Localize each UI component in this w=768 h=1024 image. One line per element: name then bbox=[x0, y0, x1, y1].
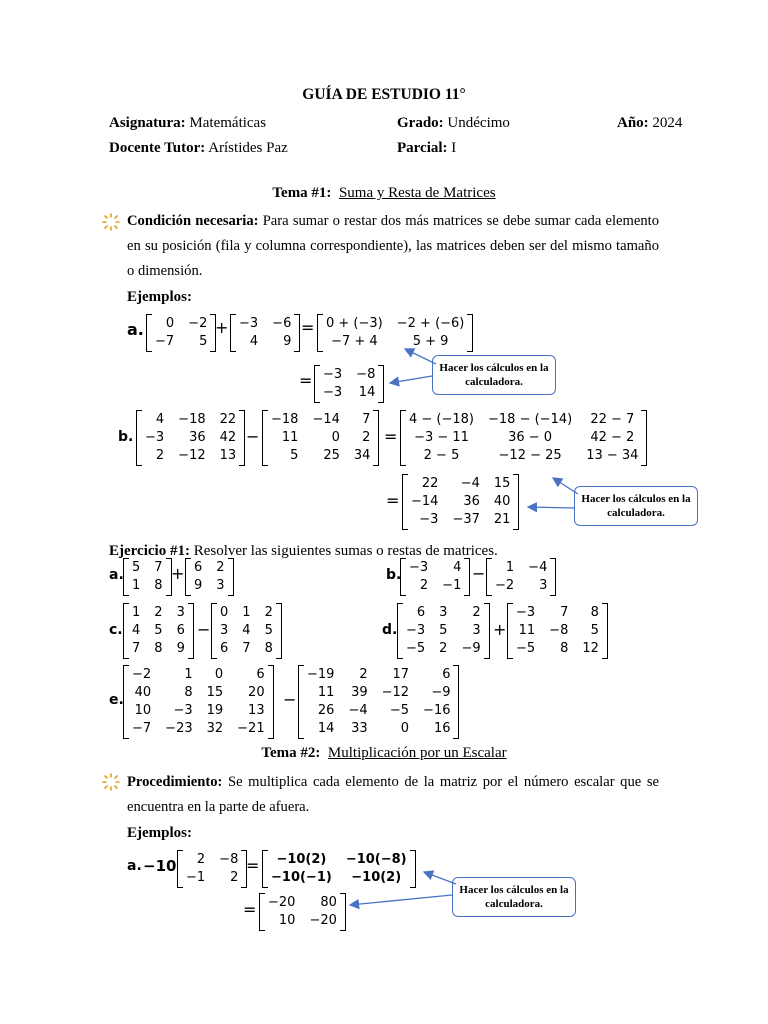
ex-a-matrix-2 bbox=[230, 314, 300, 352]
matrix-grid bbox=[129, 665, 268, 739]
ej-e-label: e. bbox=[109, 692, 124, 708]
ejemplos-heading-1: Ejemplos: bbox=[127, 289, 192, 305]
equals-operator: = bbox=[384, 427, 398, 446]
matrix-grid bbox=[320, 365, 378, 403]
matrix-grid bbox=[142, 410, 239, 466]
matrix-cell: −10(−8) bbox=[345, 852, 407, 867]
matrix-grid bbox=[268, 850, 410, 888]
matrix-cell: −9 bbox=[431, 685, 451, 700]
matrix-cell: 26 bbox=[317, 703, 335, 718]
ex-b-matrix-1 bbox=[136, 410, 245, 466]
matrix-cell: 1 bbox=[505, 560, 515, 575]
matrix-cell: 42 bbox=[219, 430, 237, 445]
matrix-cell: −12 bbox=[178, 448, 206, 463]
matrix-cell: 3 bbox=[176, 605, 185, 620]
matrix-cell: 8 bbox=[264, 641, 273, 656]
tema2-title: Multiplicación por un Escalar bbox=[327, 745, 507, 761]
matrix-cell: 32 bbox=[206, 721, 224, 736]
ej-b-matrix-1 bbox=[400, 558, 470, 596]
matrix-cell: −16 bbox=[423, 703, 451, 718]
bracket-right bbox=[464, 558, 470, 596]
matrix-cell: 3 bbox=[220, 623, 229, 638]
matrix-grid bbox=[406, 410, 641, 466]
ej-d-label: d. bbox=[382, 622, 398, 638]
bracket-right bbox=[340, 893, 346, 931]
matrix-cell: 5 bbox=[264, 623, 273, 638]
matrix-cell: 80 bbox=[320, 895, 337, 910]
parcial-row bbox=[397, 140, 456, 157]
matrix-cell: 39 bbox=[351, 685, 368, 700]
plus-operator: + bbox=[215, 318, 229, 337]
matrix-cell: 5 bbox=[132, 560, 141, 575]
ex-b-matrix-2 bbox=[262, 410, 379, 466]
matrix-cell: 8 bbox=[590, 605, 599, 620]
matrix-grid bbox=[183, 850, 241, 888]
matrix-cell: −7 + 4 bbox=[331, 334, 378, 349]
matrix-cell: 7 bbox=[132, 641, 141, 656]
matrix-grid bbox=[129, 603, 188, 659]
matrix-cell: 15 bbox=[493, 476, 511, 491]
matrix-cell: 4 − (−18) bbox=[409, 412, 475, 427]
parcial-value: I bbox=[451, 140, 457, 156]
ex-a-label: a. bbox=[127, 320, 144, 339]
matrix-cell: 40 bbox=[493, 494, 511, 509]
matrix-cell: 2 bbox=[472, 605, 481, 620]
docente-row bbox=[109, 140, 288, 157]
matrix-cell: −3 bbox=[409, 560, 429, 575]
matrix-cell: 2 bbox=[155, 448, 165, 463]
matrix-cell: 34 bbox=[353, 448, 371, 463]
matrix-cell: 22 bbox=[219, 412, 237, 427]
bracket-right bbox=[239, 410, 245, 466]
matrix-cell: −3 bbox=[406, 623, 426, 638]
matrix-cell: −3 − 11 bbox=[414, 430, 469, 445]
condicion-text: Para sumar o restar dos más matrices se debe sumar cada elemento en su posición (fila y columna correspondiente), las matrices deben ser del mismo tamaño o dimensión. bbox=[127, 213, 659, 279]
matrix-cell: −3 bbox=[239, 316, 259, 331]
ejercicio1-label: Ejercicio #1: bbox=[109, 543, 190, 559]
arrow-line bbox=[390, 376, 432, 383]
matrix-cell: 20 bbox=[248, 685, 265, 700]
bracket-right bbox=[453, 665, 459, 739]
ej-d-matrix-2 bbox=[507, 603, 608, 659]
matrix-cell: 7 bbox=[560, 605, 569, 620]
matrix-cell: 10 bbox=[134, 703, 152, 718]
equals-operator: = bbox=[246, 856, 260, 875]
bracket-right bbox=[378, 365, 384, 403]
matrix-cell: 10 bbox=[278, 913, 296, 928]
minus-operator: − bbox=[246, 427, 260, 446]
anio-label: Año: bbox=[617, 115, 649, 131]
matrix-cell: −14 bbox=[312, 412, 340, 427]
grado-label: Grado: bbox=[397, 115, 444, 131]
matrix-cell: −20 bbox=[309, 913, 337, 928]
tema1-title: Suma y Resta de Matrices bbox=[338, 185, 496, 201]
matrix-cell: 2 bbox=[196, 852, 206, 867]
matrix-cell: 36 bbox=[463, 494, 480, 509]
grado-value: Undécimo bbox=[447, 115, 510, 131]
matrix-cell: 1 bbox=[184, 667, 193, 682]
matrix-cell: −8 bbox=[219, 852, 239, 867]
bracket-right bbox=[550, 558, 556, 596]
matrix-cell: −2 bbox=[188, 316, 208, 331]
matrix-cell: −1 bbox=[442, 578, 462, 593]
matrix-cell: 12 bbox=[582, 641, 599, 656]
asignatura-value: Matemáticas bbox=[189, 115, 267, 131]
matrix-cell: 2 bbox=[439, 641, 448, 656]
matrix-cell: 0 bbox=[214, 667, 224, 682]
matrix-cell: 40 bbox=[134, 685, 152, 700]
matrix-cell: −5 bbox=[516, 641, 536, 656]
procedimiento-text: Se multiplica cada elemento de la matriz por el número escalar que se encuentra en la parte de afuera. bbox=[127, 774, 659, 815]
matrix-cell: 0 bbox=[220, 605, 229, 620]
ex-b-label: b. bbox=[118, 429, 134, 445]
minus-operator: − bbox=[283, 690, 297, 709]
matrix-cell: −18 bbox=[271, 412, 299, 427]
matrix-cell: 4 bbox=[155, 412, 165, 427]
matrix-grid bbox=[403, 603, 484, 659]
matrix-grid bbox=[217, 603, 276, 659]
bracket-right bbox=[410, 850, 416, 888]
matrix-cell: 13 bbox=[219, 448, 237, 463]
condicion-label: Condición necesaria: bbox=[127, 213, 259, 229]
tema2-label: Tema #2: bbox=[261, 745, 321, 761]
bracket-right bbox=[484, 603, 490, 659]
t2-a-label: a. bbox=[127, 858, 142, 874]
plus-operator: + bbox=[171, 564, 185, 583]
sparkle-icon bbox=[101, 772, 121, 792]
matrix-cell: −3 bbox=[419, 512, 439, 527]
matrix-cell: 4 bbox=[249, 334, 259, 349]
procedimiento-paragraph bbox=[127, 770, 659, 820]
docente-value: Arístides Paz bbox=[208, 140, 288, 156]
matrix-cell: 5 bbox=[590, 623, 599, 638]
matrix-cell: 17 bbox=[392, 667, 410, 682]
matrix-cell: 6 bbox=[176, 623, 185, 638]
tema1-label: Tema #1: bbox=[272, 185, 332, 201]
tema2-heading bbox=[0, 745, 768, 762]
ex-a-result bbox=[314, 365, 384, 403]
anio-row bbox=[617, 115, 682, 132]
matrix-cell: 2 bbox=[359, 667, 368, 682]
matrix-cell: 6 bbox=[416, 605, 426, 620]
scalar-value: −10 bbox=[143, 857, 177, 875]
bracket-right bbox=[641, 410, 647, 466]
matrix-cell: 13 bbox=[248, 703, 265, 718]
matrix-cell: 8 bbox=[184, 685, 193, 700]
matrix-cell: 11 bbox=[317, 685, 335, 700]
matrix-cell: 0 + (−3) bbox=[326, 316, 383, 331]
matrix-cell: −18 bbox=[178, 412, 206, 427]
matrix-grid bbox=[236, 314, 294, 352]
matrix-cell: −21 bbox=[237, 721, 265, 736]
matrix-cell: −5 bbox=[406, 641, 426, 656]
matrix-cell: 11 bbox=[518, 623, 536, 638]
matrix-cell: 22 bbox=[421, 476, 439, 491]
ej-a-matrix-2 bbox=[185, 558, 234, 596]
matrix-cell: −1 bbox=[186, 870, 206, 885]
matrix-grid bbox=[492, 558, 550, 596]
matrix-cell: −9 bbox=[461, 641, 481, 656]
matrix-cell: 13 − 34 bbox=[586, 448, 639, 463]
bracket-right bbox=[276, 603, 282, 659]
ej-c-label: c. bbox=[109, 622, 123, 638]
matrix-cell: 1 bbox=[132, 605, 141, 620]
ej-e-matrix-1 bbox=[123, 665, 274, 739]
matrix-cell: 5 + 9 bbox=[412, 334, 449, 349]
ex-b-result bbox=[402, 474, 519, 530]
matrix-grid bbox=[513, 603, 602, 659]
matrix-cell: −37 bbox=[452, 512, 480, 527]
matrix-grid bbox=[304, 665, 453, 739]
matrix-cell: 5 bbox=[199, 334, 208, 349]
matrix-cell: −7 bbox=[132, 721, 152, 736]
matrix-cell: −23 bbox=[165, 721, 193, 736]
matrix-cell: −14 bbox=[411, 494, 439, 509]
matrix-cell: 8 bbox=[560, 641, 569, 656]
minus-operator: − bbox=[197, 620, 211, 639]
matrix-cell: −3 bbox=[323, 385, 343, 400]
matrix-cell: −6 bbox=[272, 316, 292, 331]
matrix-cell: −10(2) bbox=[276, 852, 327, 867]
page-title: GUÍA DE ESTUDIO 11° bbox=[302, 86, 466, 103]
t2-result bbox=[259, 893, 346, 931]
t2-matrix-1 bbox=[177, 850, 247, 888]
minus-operator: − bbox=[472, 564, 486, 583]
matrix-cell: 1 bbox=[242, 605, 251, 620]
matrix-cell: −4 bbox=[460, 476, 480, 491]
matrix-cell: 6 bbox=[442, 667, 451, 682]
ej-d-matrix-1 bbox=[397, 603, 490, 659]
tema1-heading bbox=[0, 185, 768, 202]
bracket-right bbox=[228, 558, 234, 596]
bracket-right bbox=[467, 314, 473, 352]
matrix-grid bbox=[406, 558, 464, 596]
matrix-cell: −3 bbox=[323, 367, 343, 382]
matrix-cell: −19 bbox=[307, 667, 335, 682]
matrix-cell: 36 bbox=[189, 430, 206, 445]
ex-b-matrix-3 bbox=[400, 410, 647, 466]
matrix-cell: −4 bbox=[528, 560, 548, 575]
equals-operator: = bbox=[301, 318, 315, 337]
matrix-cell: 7 bbox=[362, 412, 371, 427]
arrow-line bbox=[350, 895, 452, 905]
matrix-cell: 14 bbox=[317, 721, 335, 736]
matrix-grid bbox=[265, 893, 340, 931]
matrix-cell: 15 bbox=[206, 685, 224, 700]
sparkle-icon bbox=[101, 212, 121, 232]
matrix-cell: −3 bbox=[173, 703, 193, 718]
matrix-cell: 8 bbox=[154, 578, 163, 593]
bracket-right bbox=[188, 603, 194, 659]
matrix-cell: 6 bbox=[220, 641, 229, 656]
anio-value: 2024 bbox=[652, 115, 683, 131]
equals-operator: = bbox=[299, 371, 313, 390]
condicion-paragraph bbox=[127, 209, 659, 284]
matrix-cell: 1 bbox=[132, 578, 141, 593]
matrix-cell: 9 bbox=[283, 334, 292, 349]
matrix-cell: 3 bbox=[439, 605, 448, 620]
bracket-right bbox=[602, 603, 608, 659]
matrix-cell: 16 bbox=[433, 721, 451, 736]
matrix-cell: 5 bbox=[439, 623, 448, 638]
ejercicio1-text: Resolver las siguientes sumas o restas de matrices. bbox=[193, 543, 498, 559]
matrix-cell: 3 bbox=[539, 578, 548, 593]
bracket-right bbox=[294, 314, 300, 352]
matrix-cell: 4 bbox=[242, 623, 251, 638]
matrix-cell: −7 bbox=[155, 334, 175, 349]
matrix-cell: 3 bbox=[472, 623, 481, 638]
ej-b-matrix-2 bbox=[486, 558, 556, 596]
matrix-cell: 2 − 5 bbox=[423, 448, 460, 463]
equals-operator: = bbox=[386, 491, 400, 510]
ejemplos-heading-2: Ejemplos: bbox=[127, 825, 192, 841]
ex-a-matrix-3 bbox=[317, 314, 473, 352]
matrix-cell: 7 bbox=[154, 560, 163, 575]
matrix-cell: 0 bbox=[165, 316, 175, 331]
matrix-grid bbox=[323, 314, 467, 352]
ej-c-matrix-2 bbox=[211, 603, 282, 659]
matrix-cell: 21 bbox=[493, 512, 511, 527]
matrix-grid bbox=[268, 410, 373, 466]
matrix-cell: 3 bbox=[216, 578, 225, 593]
matrix-cell: 4 bbox=[132, 623, 141, 638]
matrix-cell: −5 bbox=[389, 703, 410, 718]
matrix-cell: 5 bbox=[154, 623, 163, 638]
callout-calculator-3: Hacer los cálculos en la calculadora. bbox=[452, 877, 576, 917]
asignatura-label: Asignatura: bbox=[109, 115, 186, 131]
bracket-right bbox=[513, 474, 519, 530]
matrix-cell: 2 bbox=[154, 605, 163, 620]
matrix-cell: 36 − 0 bbox=[508, 430, 553, 445]
matrix-cell: 4 bbox=[453, 560, 462, 575]
matrix-cell: 6 bbox=[194, 560, 203, 575]
matrix-cell: −8 bbox=[356, 367, 376, 382]
matrix-cell: 2 bbox=[216, 560, 225, 575]
arrow-line bbox=[528, 507, 574, 508]
matrix-cell: 42 − 2 bbox=[590, 430, 635, 445]
equals-operator: = bbox=[243, 900, 257, 919]
bracket-right bbox=[268, 665, 274, 739]
callout-calculator-2: Hacer los cálculos en la calculadora. bbox=[574, 486, 698, 526]
matrix-cell: 2 bbox=[264, 605, 273, 620]
matrix-cell: 0 bbox=[331, 430, 340, 445]
docente-label: Docente Tutor: bbox=[109, 140, 206, 156]
plus-operator: + bbox=[493, 620, 507, 639]
matrix-cell: −3 bbox=[516, 605, 536, 620]
matrix-cell: −12 − 25 bbox=[498, 448, 562, 463]
matrix-cell: −4 bbox=[348, 703, 368, 718]
ej-b-label: b. bbox=[386, 567, 402, 583]
matrix-cell: −10(−1) bbox=[271, 870, 332, 885]
matrix-grid bbox=[191, 558, 228, 596]
matrix-cell: −2 bbox=[495, 578, 515, 593]
bracket-right bbox=[373, 410, 379, 466]
ex-a-matrix-1 bbox=[146, 314, 216, 352]
matrix-cell: 7 bbox=[242, 641, 251, 656]
ej-a-label: a. bbox=[109, 567, 124, 583]
matrix-cell: −2 + (−6) bbox=[396, 316, 465, 331]
matrix-grid bbox=[408, 474, 513, 530]
parcial-label: Parcial: bbox=[397, 140, 448, 156]
matrix-cell: 9 bbox=[176, 641, 185, 656]
matrix-cell: 5 bbox=[290, 448, 299, 463]
matrix-cell: 19 bbox=[206, 703, 224, 718]
asignatura-row bbox=[109, 115, 266, 132]
matrix-cell: 0 bbox=[400, 721, 410, 736]
matrix-grid bbox=[129, 558, 166, 596]
matrix-cell: 6 bbox=[256, 667, 265, 682]
ej-c-matrix-1 bbox=[123, 603, 194, 659]
t2-matrix-2 bbox=[262, 850, 416, 888]
matrix-cell: 9 bbox=[194, 578, 203, 593]
matrix-cell: 25 bbox=[323, 448, 340, 463]
grado-row bbox=[397, 115, 510, 132]
callout-calculator-1: Hacer los cálculos en la calculadora. bbox=[432, 355, 556, 395]
matrix-cell: 8 bbox=[154, 641, 163, 656]
ej-a-matrix-1 bbox=[123, 558, 172, 596]
matrix-cell: 2 bbox=[419, 578, 429, 593]
matrix-cell: −2 bbox=[132, 667, 152, 682]
matrix-cell: −20 bbox=[268, 895, 296, 910]
matrix-cell: −12 bbox=[381, 685, 410, 700]
matrix-cell: 2 bbox=[362, 430, 371, 445]
matrix-cell: 11 bbox=[281, 430, 299, 445]
matrix-cell: 33 bbox=[351, 721, 368, 736]
procedimiento-label: Procedimiento: bbox=[127, 774, 223, 790]
matrix-cell: −8 bbox=[549, 623, 569, 638]
matrix-grid bbox=[152, 314, 210, 352]
matrix-cell: 22 − 7 bbox=[590, 412, 635, 427]
matrix-cell: −3 bbox=[145, 430, 165, 445]
matrix-cell: −18 − (−14) bbox=[488, 412, 573, 427]
matrix-cell: 14 bbox=[358, 385, 376, 400]
ej-e-matrix-2 bbox=[298, 665, 459, 739]
matrix-cell: −10(2) bbox=[351, 870, 402, 885]
matrix-cell: 2 bbox=[230, 870, 239, 885]
